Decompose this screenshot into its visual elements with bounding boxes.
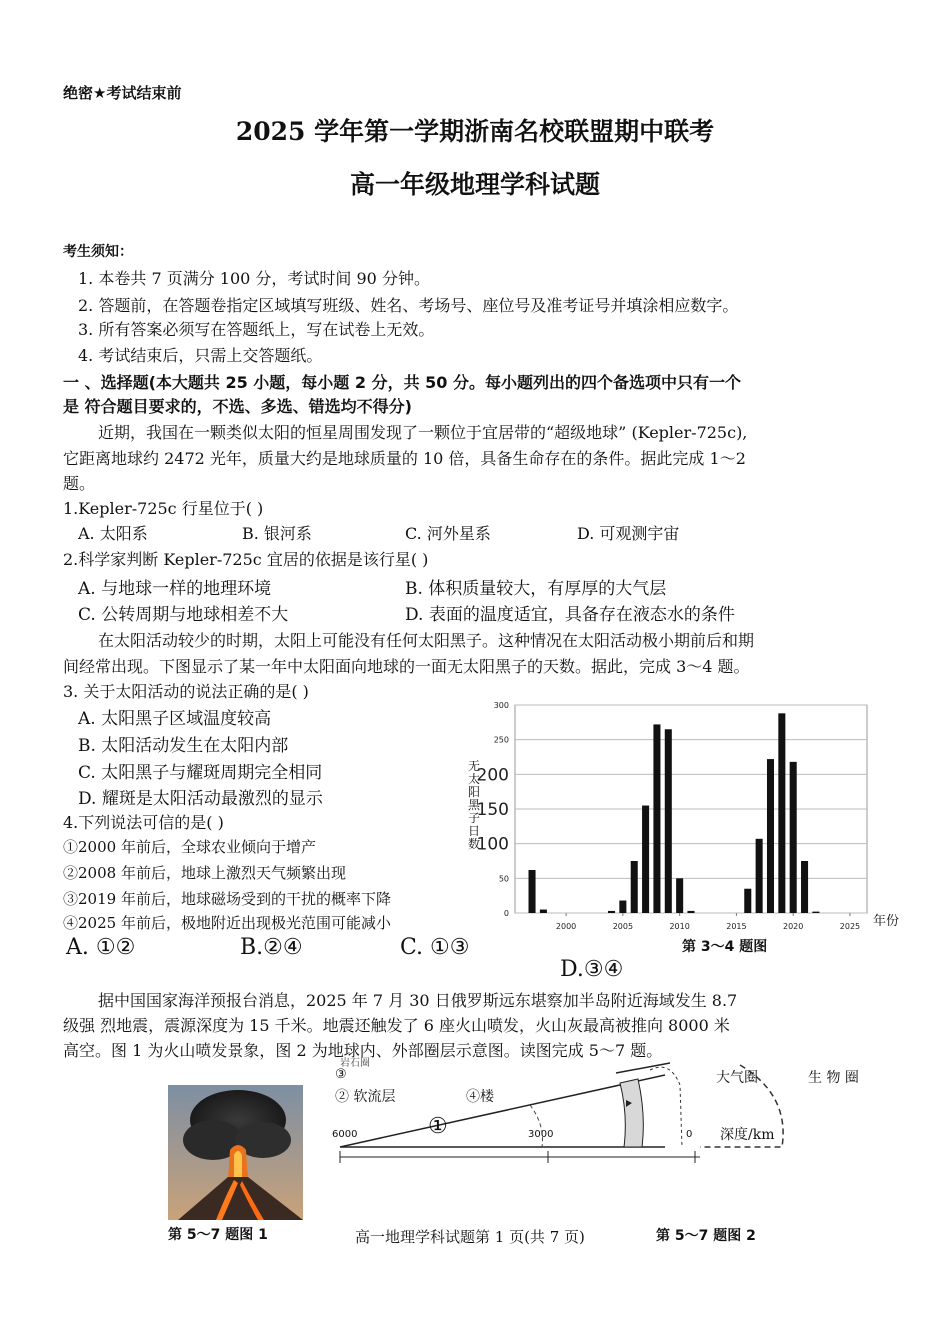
passage-text: 在太阳活动较少的时期，太阳上可能没有任何太阳黑子。这种情况在太阳活动极小期前后和期 [98, 631, 755, 650]
exam-subtitle: 高一年级地理学科试题 [349, 170, 600, 199]
question-stem: 3. 关于太阳活动的说法正确的是( ) [63, 682, 309, 701]
chart-caption: 第 3～4 题图 [682, 939, 768, 955]
notice-heading: 考生须知： [63, 244, 133, 260]
statement: ④2025 年前后，极地附近出现极光范围可能减小 [63, 914, 391, 932]
bar-1997 [529, 870, 536, 913]
option: C. ①③ [400, 935, 470, 960]
atmosphere-boundary [650, 1067, 682, 1147]
bar-2016 [744, 889, 751, 913]
passage-text: 近期，我国在一颗类似太阳的恒星周围发现了一颗位于宜居带的“超级地球” (Kepler-725c), [98, 423, 748, 442]
crust-band [620, 1079, 643, 1147]
figure1-caption: 第 5～7 题图 1 [168, 1227, 268, 1243]
section-heading: 一 、选择题(本大题共 25 小题，每小题 2 分，共 50 分。每小题列出的四个备选项中只有一个 [63, 373, 741, 392]
bar-2009 [665, 729, 672, 913]
option: D. 耀斑是太阳活动最激烈的显示 [78, 789, 323, 809]
label-circle-1: ① [428, 1114, 448, 1139]
bar-2022 [812, 912, 819, 913]
depth-0-label: 0 [686, 1129, 693, 1140]
option: B. 太阳活动发生在太阳内部 [78, 736, 289, 756]
bar-2020 [790, 762, 797, 913]
question-stem: 1.Kepler-725c 行星位于( ) [63, 499, 264, 518]
bar-2018 [767, 759, 774, 913]
page-footer: 高一地理学科试题第 1 页(共 7 页) [355, 1228, 585, 1246]
label-lithosphere: 岩石圈 [340, 1058, 370, 1069]
passage-text: 据中国国家海洋预报台消息，2025 年 7 月 30 日俄罗斯远东堪察加半岛附近海域发生 8.7 [98, 991, 738, 1010]
notice-item: 1. 本卷共 7 页满分 100 分，考试时间 90 分钟。 [78, 269, 430, 288]
passage-text: 它距离地球约 2472 光年，质量大约是地球质量的 10 倍，具备生命存在的条件。据此完成 1～2 [63, 449, 746, 468]
bar-2004 [608, 911, 615, 913]
statement: ②2008 年前后，地球上激烈天气频繁出现 [63, 864, 346, 882]
bar-2021 [801, 861, 808, 913]
depth-6000-label: 6000 [332, 1129, 358, 1140]
notice-item: 2. 答题前，在答题卷指定区域填写班级、姓名、考场号、座位号及准考证号并填涂相应数字。 [78, 296, 739, 315]
x-tick-label: 2010 [669, 922, 690, 931]
bar-2008 [653, 724, 660, 913]
option: D. 可观测宇宙 [577, 524, 680, 543]
label-circle-4: ④楼 [466, 1089, 494, 1105]
bar-2011 [687, 911, 694, 913]
depth-3000-label: 3000 [528, 1129, 554, 1140]
bar-2007 [642, 806, 649, 913]
x-tick-label: 2000 [555, 922, 577, 931]
y-axis-label: 无太阳黑子日数 [467, 759, 480, 851]
y-tick-label: 250 [493, 735, 509, 745]
chart-canvas [465, 690, 905, 940]
statement: ①2000 年前后，全球农业倾向于增产 [63, 838, 316, 856]
x-tick-label: 2025 [839, 922, 861, 931]
x-axis-label: 年份 [873, 914, 900, 929]
exam-title: 2025 学年第一学期浙南名校联盟期中联考 [235, 117, 715, 146]
bar-2005 [619, 901, 626, 913]
option: A. 与地球一样的地理环境 [78, 579, 272, 599]
x-tick-label: 2020 [783, 922, 804, 931]
mantle-boundary [530, 1105, 543, 1147]
statement: ③2019 年前后，地球磁场受到的干扰的概率下降 [63, 890, 391, 908]
label-depth: 深度/km [720, 1127, 775, 1143]
option: B. 银河系 [242, 524, 312, 543]
option: C. 太阳黑子与耀斑周期完全相同 [78, 763, 323, 783]
y-tick-label: 300 [493, 701, 509, 710]
option: A. 太阳系 [78, 524, 148, 543]
option: C. 河外星系 [405, 524, 491, 543]
passage-text: 级强 烈地震，震源深度为 15 千米。地震还触发了 6 座火山喷发，火山灰最高被推向 8000 米 [63, 1016, 730, 1035]
y-tick-label: 100 [476, 834, 509, 855]
notice-item: 4. 考试结束后，只需上交答题纸。 [78, 346, 323, 365]
section-heading-cont: 是 符合题目要求的，不选、多选、错选均不得分) [63, 397, 412, 416]
y-tick-label: 50 [498, 874, 509, 884]
passage-text: 高空。图 1 为火山喷发景象，图 2 为地球内、外部圈层示意图。读图完成 5～7 题。 [63, 1041, 663, 1060]
bar-2017 [756, 839, 763, 913]
option: B.②④ [240, 935, 303, 960]
label-atmosphere: 大气圈 [716, 1070, 758, 1086]
x-tick-label: 2005 [612, 922, 634, 931]
y-tick-label: 0 [503, 909, 509, 918]
figure2-caption: 第 5～7 题图 2 [656, 1228, 756, 1244]
label-circle-3: ③ [335, 1067, 347, 1082]
notice-item: 3. 所有答案必须写在答题纸上，写在试卷上无效。 [78, 320, 435, 339]
confidential-label: 绝密★考试结束前 [63, 84, 182, 102]
question-stem: 4.下列说法可信的是( ) [63, 813, 224, 832]
option: D. 表面的温度适宜，具备存在液态水的条件 [405, 605, 735, 625]
bar-2010 [676, 878, 683, 913]
x-tick-label: 2015 [726, 922, 747, 931]
label-asthenosphere: ② 软流层 [335, 1089, 396, 1105]
option: A. ①② [66, 935, 136, 960]
y-tick-label: 200 [476, 765, 509, 786]
option: C. 公转周期与地球相差不大 [78, 605, 289, 625]
bar-2006 [631, 861, 638, 913]
bar-1998 [540, 910, 547, 913]
sunspot-chart [465, 690, 905, 940]
passage-text: 题。 [63, 474, 96, 493]
option: D.③④ [560, 957, 624, 982]
y-tick-label: 150 [476, 800, 509, 820]
passage-text: 间经常出现。下图显示了某一年中太阳面向地球的一面无太阳黑子的天数。据此，完成 3～4 题。 [63, 657, 750, 676]
bar-2019 [778, 713, 785, 913]
volcano-eruption-image [168, 1085, 303, 1220]
question-stem: 2.科学家判断 Kepler-725c 宜居的依据是该行星( ) [63, 550, 429, 569]
label-biosphere: 生 物 圈 [808, 1070, 859, 1086]
option: A. 太阳黑子区域温度较高 [78, 709, 272, 729]
option: B. 体积质量较大，有厚厚的大气层 [405, 579, 667, 599]
